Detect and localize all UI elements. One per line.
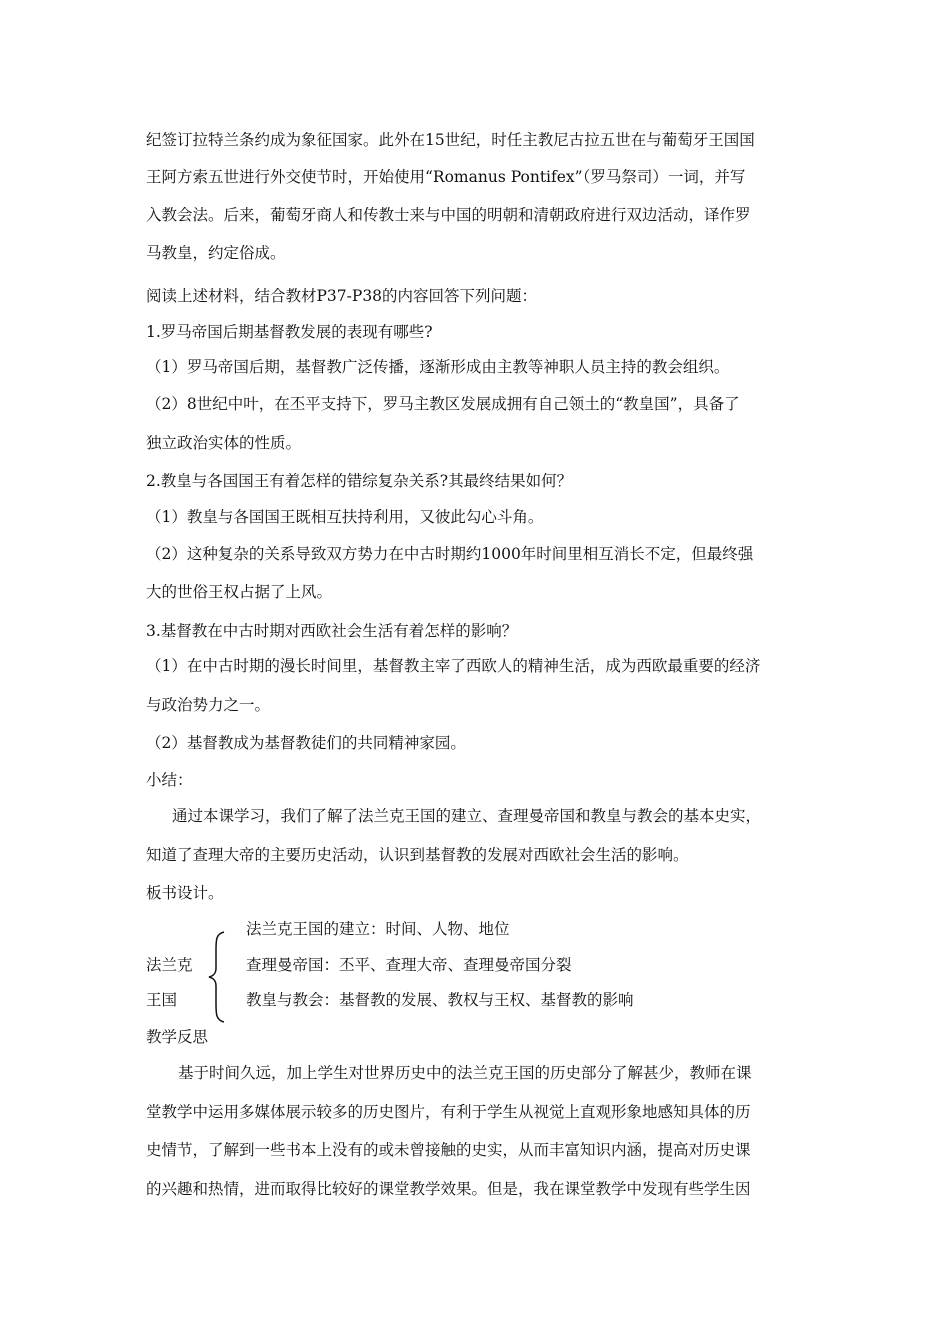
- q2-answer-2-cont: 大的世俗王权占据了上风。: [146, 583, 333, 601]
- q2-answer-1: （1）教皇与各国国王既相互扶持利用，又彼此勾心斗角。: [146, 508, 544, 526]
- reflection-line: 的兴趣和热情，进而取得比较好的课堂教学效果。但是，我在课堂教学中发现有些学生因: [146, 1180, 751, 1198]
- board-root-label: 王国: [146, 991, 178, 1009]
- reflection-line: 堂教学中运用多媒体展示较多的历史图片，有利于学生从视觉上直观形象地感知具体的历: [146, 1103, 751, 1121]
- q3-answer-1-cont: 与政治势力之一。: [146, 696, 271, 714]
- reflection-line: 史情节，了解到一些书本上没有的或未曾接触的史实，从而丰富知识内涵，提高对历史课: [146, 1141, 751, 1159]
- q2-answer-2: （2）这种复杂的关系导致双方势力在中古时期约1000年时间里相互消长不定，但最终强: [146, 545, 754, 563]
- board-item: 查理曼帝国：丕平、查理大帝、查理曼帝国分裂: [246, 956, 572, 974]
- board-heading: 板书设计。: [146, 884, 224, 902]
- question-1: 1.罗马帝国后期基督教发展的表现有哪些?: [146, 323, 433, 341]
- board-item: 教皇与教会：基督教的发展、教权与王权、基督教的影响: [246, 991, 634, 1009]
- paragraph-line: 王阿方索五世进行外交使节时，开始使用“Romanus Pontifex”（罗马祭司）一词，并写: [146, 168, 746, 186]
- q3-answer-1: （1）在中古时期的漫长时间里，基督教主宰了西欧人的精神生活，成为西欧最重要的经济: [146, 657, 761, 675]
- paragraph-line: 纪签订拉特兰条约成为象征国家。此外在15世纪，时任主教尼古拉五世在与葡萄牙王国国: [146, 131, 755, 149]
- reflection-heading: 教学反思: [146, 1028, 209, 1046]
- summary-line: 知道了查理大帝的主要历史活动，认识到基督教的发展对西欧社会生活的影响。: [146, 846, 689, 864]
- q1-answer-1: （1）罗马帝国后期，基督教广泛传播，逐渐形成由主教等神职人员主持的教会组织。: [146, 358, 730, 376]
- summary-heading: 小结：: [146, 771, 193, 789]
- q3-answer-2: （2）基督教成为基督教徒们的共同精神家园。: [146, 734, 466, 752]
- board-item: 法兰克王国的建立：时间、人物、地位: [246, 920, 510, 938]
- curly-brace-icon: [206, 930, 228, 1024]
- summary-line: 通过本课学习，我们了解了法兰克王国的建立、查理曼帝国和教皇与教会的基本史实，: [172, 807, 762, 825]
- q1-answer-2: （2）8世纪中叶，在丕平支持下，罗马主教区发展成拥有自己领土的“教皇国”，具备了: [146, 395, 740, 413]
- board-root-label: 法兰克: [146, 956, 193, 974]
- instruction-line: 阅读上述材料，结合教材P37-P38的内容回答下列问题：: [146, 287, 538, 305]
- question-2: 2.教皇与各国国王有着怎样的错综复杂关系?其最终结果如何？: [146, 472, 573, 490]
- q1-answer-2-cont: 独立政治实体的性质。: [146, 434, 302, 452]
- reflection-line: 基于时间久远，加上学生对世界历史中的法兰克王国的历史部分了解甚少，教师在课: [178, 1064, 752, 1082]
- paragraph-line: 马教皇，约定俗成。: [146, 244, 286, 262]
- question-3: 3.基督教在中古时期对西欧社会生活有着怎样的影响？: [146, 622, 518, 640]
- paragraph-line: 入教会法。后来，葡萄牙商人和传教士来与中国的明朝和清朝政府进行双边活动，译作罗: [146, 206, 751, 224]
